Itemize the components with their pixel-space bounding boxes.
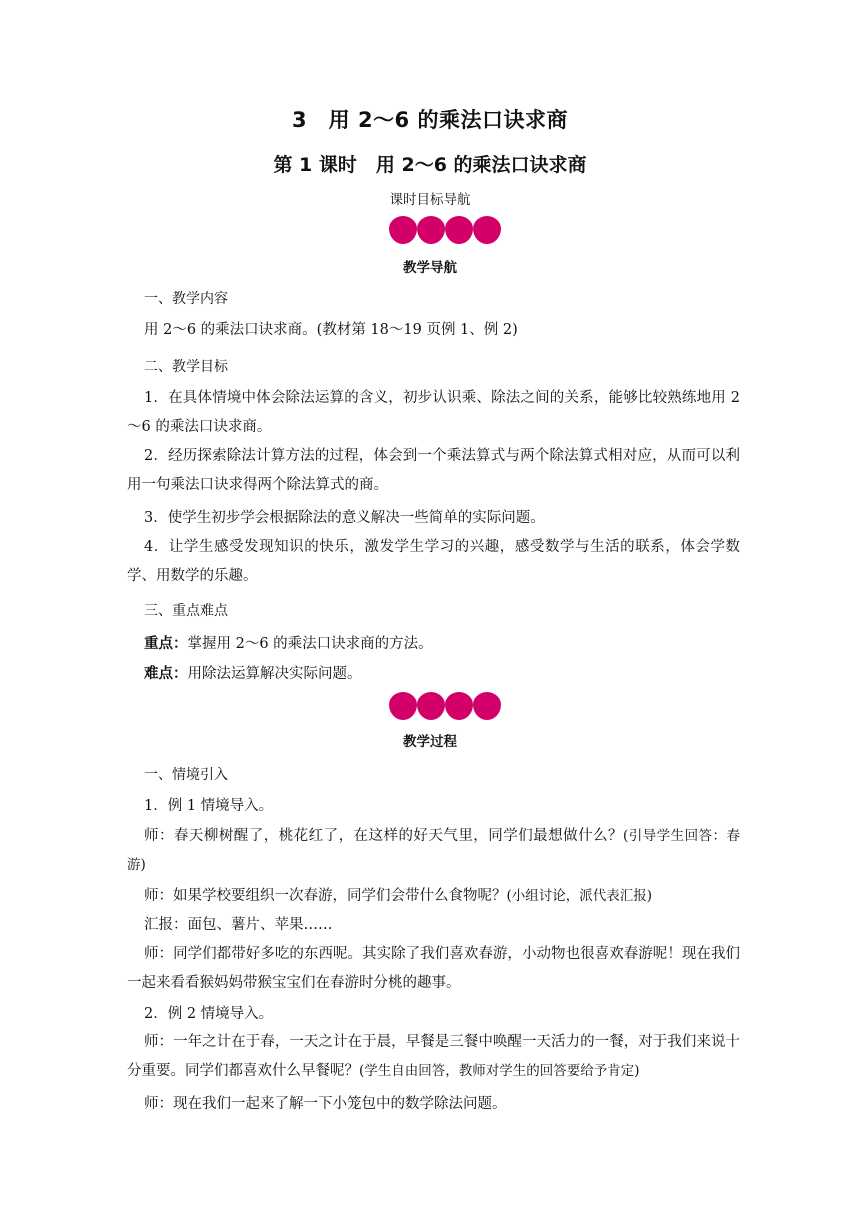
teacher-note: (小组讨论，派代表汇报) bbox=[506, 888, 653, 904]
goal-3: 3．使学生初步学会根据除法的意义解决一些简单的实际问题。 bbox=[144, 510, 545, 526]
difficulty-text: 用除法运算解决实际问题。 bbox=[187, 666, 362, 682]
paragraph-content: 用 2～6 的乘法口诀求商。(教材第 18～19 页例 1、例 2) bbox=[144, 322, 518, 338]
petal-icon bbox=[417, 692, 445, 720]
heading-key-difficulty: 三、重点难点 bbox=[144, 603, 228, 619]
section-label-teaching-process: 教学过程 bbox=[403, 734, 457, 750]
paragraph-teacher-5: 师：现在我们一起来了解一下小笼包中的数学除法问题。 bbox=[144, 1096, 507, 1112]
paragraph-example2: 2．例 2 情境导入。 bbox=[144, 1006, 274, 1022]
teacher-note: (引导学生回答：春游) bbox=[127, 828, 740, 873]
paragraph-report: 汇报：面包、薯片、苹果…… bbox=[144, 917, 333, 933]
petal-icon bbox=[417, 216, 445, 244]
petal-icon bbox=[445, 216, 473, 244]
teacher-line: 师：一年之计在于春，一天之计在于晨，早餐是三餐中唤醒一天活力的一餐，对于我们来说十分重要。同学们都喜欢什么早餐呢？ bbox=[127, 1034, 740, 1079]
goal-1: 1．在具体情境中体会除法运算的含义，初步认识乘、除法之间的关系，能够比较熟练地用 2～6 的乘法口诀求商。 bbox=[127, 390, 740, 435]
goal-2: 2．经历探索除法计算方法的过程，体会到一个乘法算式与两个除法算式相对应，从而可以利用一句乘法口诀求得两个除法算式的商。 bbox=[127, 448, 740, 493]
lesson-title: 第 1 课时 用 2～6 的乘法口诀求商 bbox=[273, 154, 587, 176]
teacher-line: 师：春天柳树醒了，桃花红了，在这样的好天气里，同学们最想做什么？ bbox=[144, 828, 623, 844]
difficulty-label: 难点： bbox=[144, 666, 188, 682]
key-label: 重点： bbox=[144, 636, 188, 652]
petal-icon bbox=[473, 692, 501, 720]
heading-teaching-content: 一、教学内容 bbox=[144, 291, 228, 307]
paragraph-teacher-3: 师：同学们都带好多吃的东西呢。其实除了我们喜欢春游，小动物也很喜欢春游呢！现在我们一起来看看猴妈妈带猴宝宝们在春游时分桃的趣事。 bbox=[127, 946, 740, 991]
objective-nav-label: 课时目标导航 bbox=[389, 192, 471, 208]
key-text: 掌握用 2～6 的乘法口诀求商的方法。 bbox=[187, 636, 433, 652]
heading-situation-intro: 一、情境引入 bbox=[144, 767, 228, 783]
petal-icon bbox=[445, 692, 473, 720]
petal-icon bbox=[389, 692, 417, 720]
petal-divider bbox=[389, 692, 501, 720]
paragraph-example1: 1．例 1 情境导入。 bbox=[144, 798, 274, 814]
heading-teaching-goals: 二、教学目标 bbox=[144, 359, 228, 375]
teacher-line: 师：如果学校要组织一次春游，同学们会带什么食物呢？ bbox=[144, 888, 507, 904]
petal-divider bbox=[389, 216, 501, 244]
teacher-note: (学生自由回答，教师对学生的回答要给予肯定) bbox=[359, 1063, 640, 1079]
goal-4: 4．让学生感受发现知识的快乐，激发学生学习的兴趣，感受数学与生活的联系，体会学数学、用数学的乐趣。 bbox=[127, 539, 740, 584]
paragraph-teacher-2 bbox=[127, 882, 740, 911]
chapter-title: 3 用 2～6 的乘法口诀求商 bbox=[292, 108, 568, 132]
paragraph-teacher-4 bbox=[127, 1028, 740, 1086]
paragraph-teacher-1 bbox=[127, 822, 740, 880]
section-label-teaching-nav: 教学导航 bbox=[403, 260, 457, 276]
petal-icon bbox=[389, 216, 417, 244]
difficulty-point bbox=[144, 660, 740, 689]
petal-icon bbox=[473, 216, 501, 244]
key-point bbox=[144, 630, 740, 659]
